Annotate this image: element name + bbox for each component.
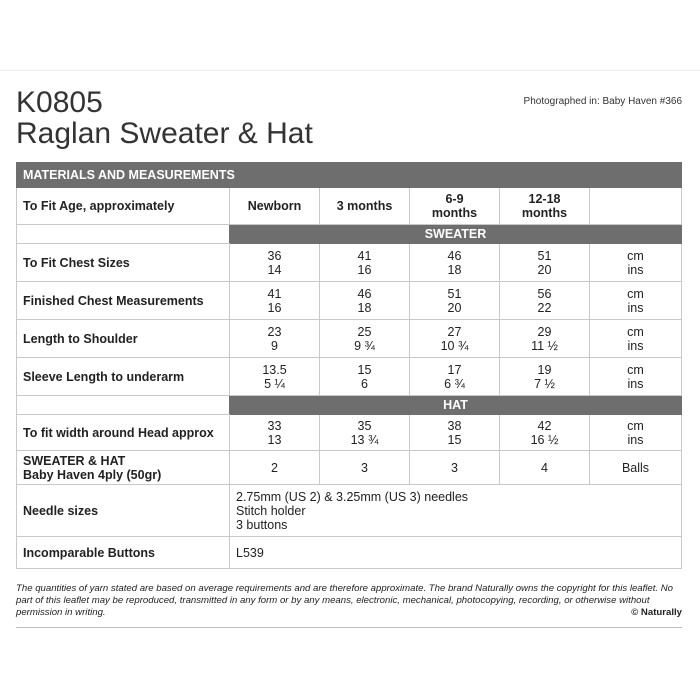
cell-value: 3 xyxy=(410,451,500,485)
cell-value: 17 6 ¾ xyxy=(410,358,500,396)
age-3-months: 3 months xyxy=(320,188,410,225)
age-6-9-months: 6-9 months xyxy=(410,188,500,225)
age-12-18-months: 12-18 months xyxy=(500,188,590,225)
cell-unit: cm ins xyxy=(590,320,682,358)
cell-unit: cm ins xyxy=(590,415,682,451)
top-blank-strip xyxy=(0,0,700,71)
photographed-in-note: Photographed in: Baby Haven #366 xyxy=(523,96,682,107)
disclaimer-text: The quantities of yarn stated are based on average requirements and are therefore approximate. The brand Naturally owns the copyright for this leaflet. No part of this leaflet may be reproduced, transmitted in any form or by any means, electronic, mechanical, photocopying, recording, or otherwise without permission in writing. xyxy=(16,583,674,618)
cell-value: 56 22 xyxy=(500,282,590,320)
cell-value: 23 9 xyxy=(230,320,320,358)
cell-value: 2 xyxy=(230,451,320,485)
band-blank xyxy=(17,396,230,415)
hat-band: HAT xyxy=(230,396,682,415)
cell-value: 4 xyxy=(500,451,590,485)
cell-unit: cm ins xyxy=(590,244,682,282)
cell-value: 46 18 xyxy=(320,282,410,320)
button-code: L539 xyxy=(230,537,682,569)
sweater-band: SWEATER xyxy=(230,225,682,244)
cell-value: 27 10 ¾ xyxy=(410,320,500,358)
cell-value: 38 15 xyxy=(410,415,500,451)
cell-value: 41 16 xyxy=(320,244,410,282)
row-label: To fit width around Head approx xyxy=(17,415,230,451)
needle-list: 2.75mm (US 2) & 3.25mm (US 3) needles Stitch holder 3 buttons xyxy=(230,485,682,537)
pattern-code: K0805 xyxy=(16,86,103,119)
footer-divider xyxy=(16,627,682,628)
cell-unit: cm ins xyxy=(590,282,682,320)
cell-value: 19 7 ½ xyxy=(500,358,590,396)
section-title: MATERIALS AND MEASUREMENTS xyxy=(17,163,682,188)
row-label: Needle sizes xyxy=(17,485,230,537)
cell-value: 51 20 xyxy=(410,282,500,320)
cell-value: 15 6 xyxy=(320,358,410,396)
row-label: Finished Chest Measurements xyxy=(17,282,230,320)
cell-value: 35 13 ¾ xyxy=(320,415,410,451)
cell-unit: cm ins xyxy=(590,358,682,396)
copyright-notice: © Naturally xyxy=(631,607,682,618)
cell-value: 51 20 xyxy=(500,244,590,282)
age-newborn: Newborn xyxy=(230,188,320,225)
cell-value: 33 13 xyxy=(230,415,320,451)
pattern-title: Raglan Sweater & Hat xyxy=(16,117,313,150)
band-blank xyxy=(17,225,230,244)
age-label: To Fit Age, approximately xyxy=(17,188,230,225)
cell-value: 42 16 ½ xyxy=(500,415,590,451)
row-label: Incomparable Buttons xyxy=(17,537,230,569)
cell-value: 41 16 xyxy=(230,282,320,320)
cell-value: 29 11 ½ xyxy=(500,320,590,358)
cell-value: 25 9 ¾ xyxy=(320,320,410,358)
cell-value: 46 18 xyxy=(410,244,500,282)
materials-table xyxy=(16,162,682,569)
cell-value: 13.5 5 ¼ xyxy=(230,358,320,396)
cell-value: 36 14 xyxy=(230,244,320,282)
row-label: Sleeve Length to underarm xyxy=(17,358,230,396)
cell-unit: Balls xyxy=(590,451,682,485)
age-unit-blank xyxy=(590,188,682,225)
cell-value: 3 xyxy=(320,451,410,485)
row-label: SWEATER & HAT Baby Haven 4ply (50gr) xyxy=(17,451,230,485)
row-label: Length to Shoulder xyxy=(17,320,230,358)
row-label: To Fit Chest Sizes xyxy=(17,244,230,282)
